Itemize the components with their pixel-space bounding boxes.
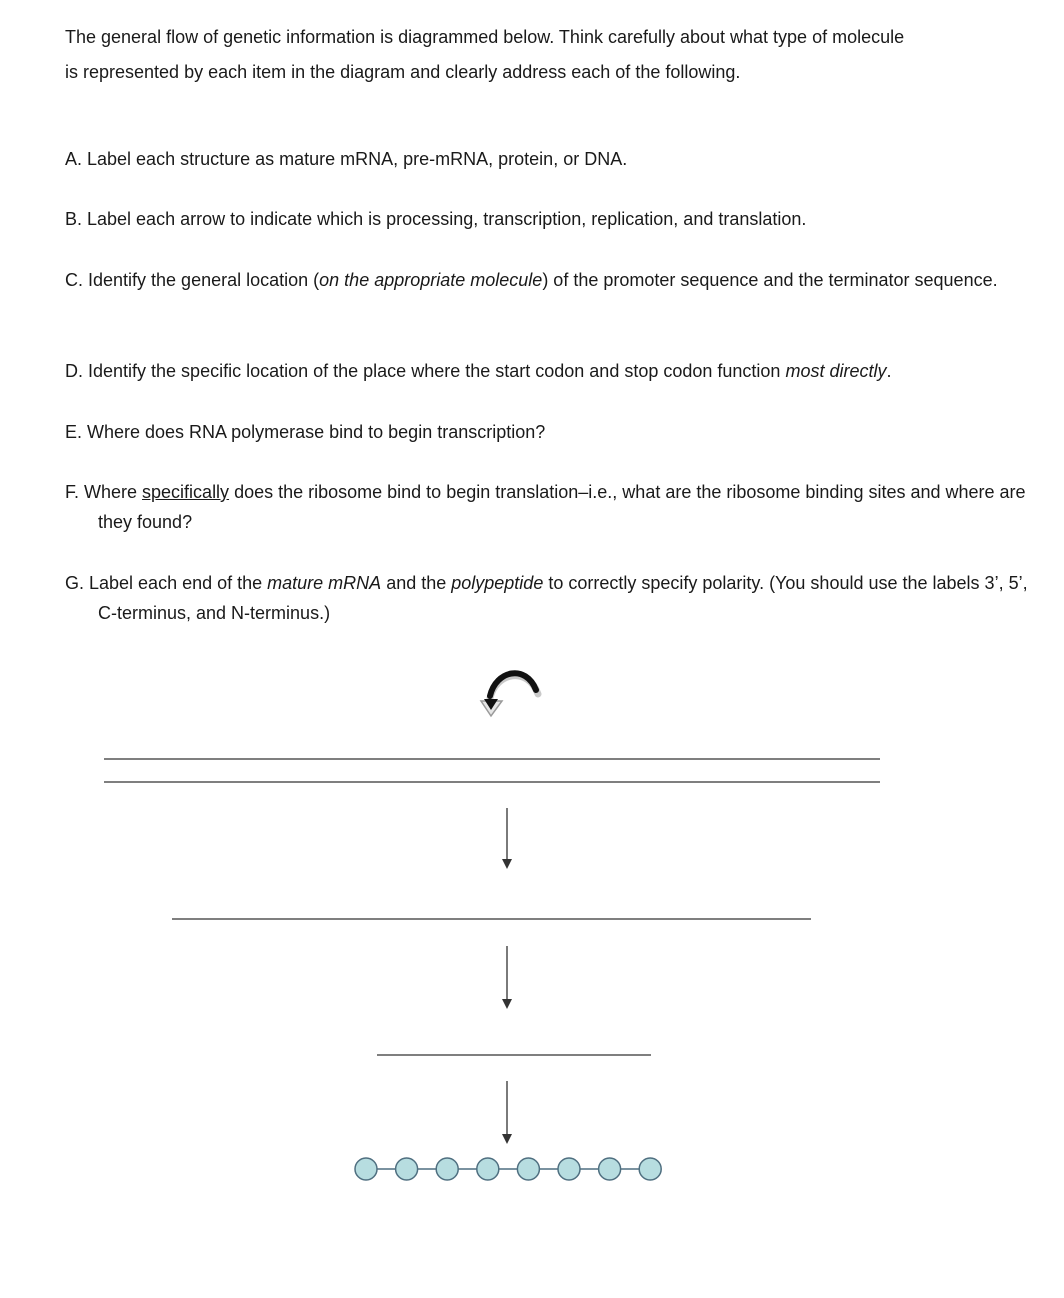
amino-acid-circle (396, 1158, 418, 1180)
question-d-text-after: . (886, 361, 892, 381)
question-a-text: A. Label each structure as mature mRNA, pre-mRNA, protein, or DNA. (65, 149, 628, 169)
polypeptide-chain (355, 1158, 661, 1180)
question-f (65, 477, 1028, 537)
amino-acid-circle (517, 1158, 539, 1180)
question-d-text-before: D. Identify the specific location of the place where the start codon and stop codon function (65, 361, 786, 381)
question-c-text-after: ) of the promoter sequence and the terminator sequence. (542, 270, 998, 290)
question-g (65, 568, 1028, 628)
intro-paragraph (65, 20, 995, 90)
amino-acid-circle (558, 1158, 580, 1180)
amino-acid-circle (436, 1158, 458, 1180)
question-c-text-before: C. Identify the general location ( (65, 270, 320, 290)
intro-line-1: The general flow of genetic information is diagrammed below. Think carefully about what type of molecule (65, 27, 905, 47)
amino-acid-circle (355, 1158, 377, 1180)
question-g-text-1: G. Label each end of the (65, 573, 268, 593)
question-e-text: E. Where does RNA polymerase bind to begin transcription? (65, 422, 546, 442)
intro-line-2: is represented by each item in the diagram and clearly address each of the following. (65, 62, 741, 82)
question-c (65, 265, 1028, 295)
question-f-underlined: specifically (142, 482, 230, 502)
amino-acid-circle (639, 1158, 661, 1180)
question-b-text: B. Label each arrow to indicate which is processing, transcription, replication, and translation. (65, 209, 807, 229)
question-d-italic: most directly (785, 361, 887, 381)
question-f-text-before: F. Where (65, 482, 143, 502)
question-g-italic-mrna: mature mRNA (267, 573, 382, 593)
question-g-italic-polypeptide: polypeptide (451, 573, 544, 593)
amino-acid-circle (599, 1158, 621, 1180)
replication-curved-arrow-icon (481, 673, 538, 716)
question-e (65, 417, 1028, 447)
question-g-text-2: and the (381, 573, 452, 593)
question-b (65, 204, 1028, 234)
question-a (65, 144, 1028, 174)
question-c-italic: on the appropriate molecule (319, 270, 543, 290)
question-g-text-3: to correctly specify polarity. (You should use the labels 3’, 5’, C-terminus, and N-terminus.) (98, 573, 1028, 623)
question-f-text-after: does the ribosome bind to begin translation–i.e., what are the ribosome binding sites and where are they found? (98, 482, 1026, 532)
amino-acid-circle (477, 1158, 499, 1180)
question-d (65, 356, 1028, 386)
